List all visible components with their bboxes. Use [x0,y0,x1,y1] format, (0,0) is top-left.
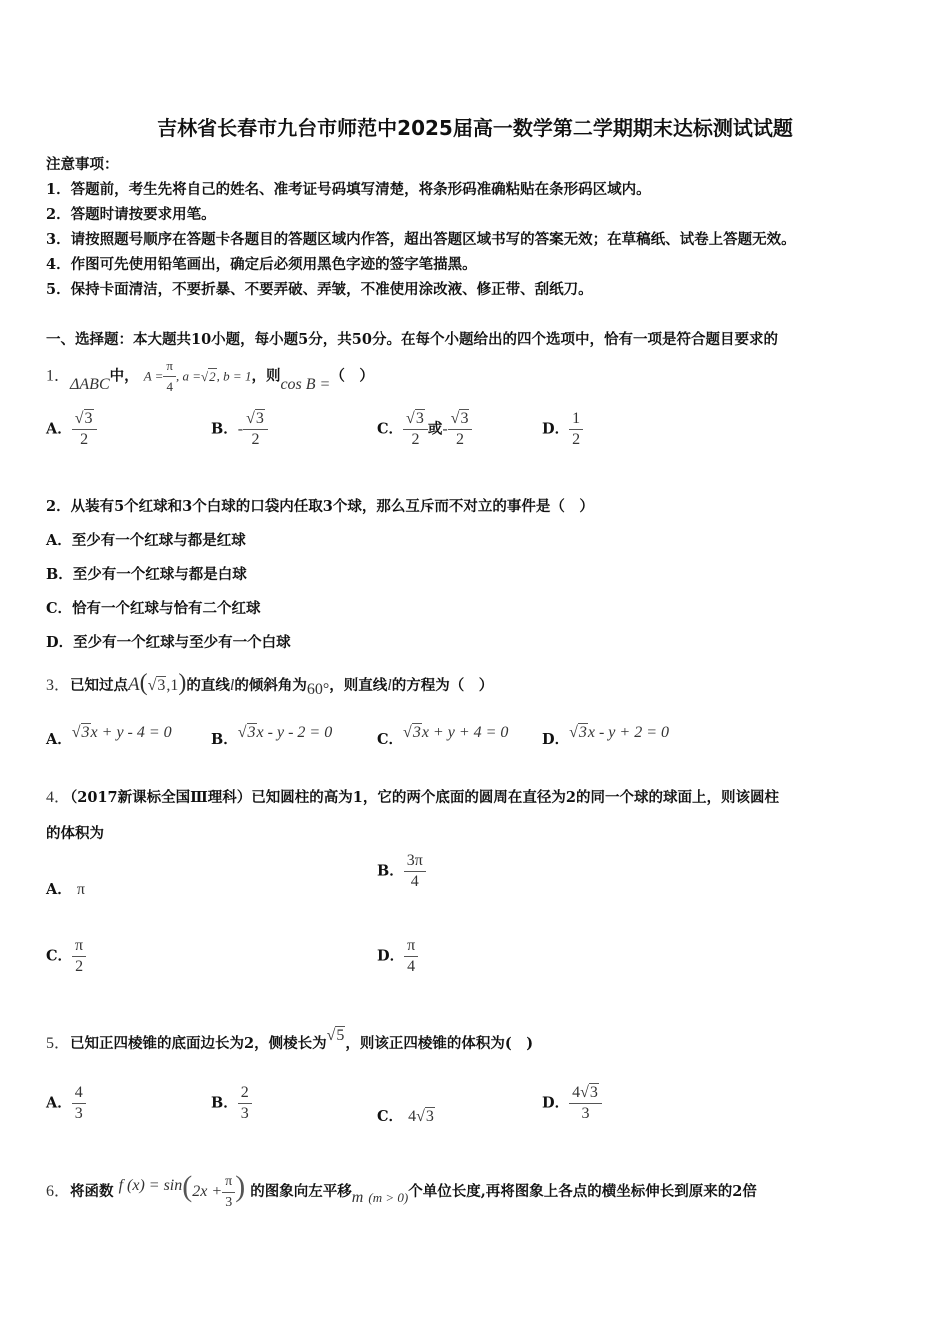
question-1-stem: 1．ΔABC中， A = $\frac{\pi}{4}$ , a =√2, b = 1，则cos B =（ ） [46,358,374,394]
question-3-stem: 3．已知过点A(√3,1)的直线l的倾斜角为60°，则直线l的方程为（ ） [46,670,494,698]
q5-option-d[interactable]: D． $\frac{4√3}{3}$ [542,1084,602,1123]
question-6-stem: 6．将函数 f (x) = sin(2x + $\frac{\pi}{3}$ ) 的图象向左平移m (m > 0)个单位长度,再将图象上各点的横坐标伸长到原来的2倍 [46,1170,757,1210]
q1-option-b[interactable]: B．- $\frac{√3}{2}$ [211,410,268,449]
q4-option-d[interactable]: D． $\frac{\pi}{4}$ [377,937,418,976]
section-heading: 一、选择题：本大题共10小题，每小题5分，共50分。在每个小题给出的四个选项中，恰有一项是符合题目要求的 [46,331,778,348]
notice-item-2: 2．答题时请按要求用笔。 [46,206,216,223]
question-5-stem: 5．已知正四棱锥的底面边长为2，侧棱长为√5，则该正四棱锥的体积为( ) [46,1027,534,1052]
q3-option-b[interactable]: B．√3x - y - 2 = 0 [211,724,333,748]
q4-option-a[interactable]: A． π [46,881,85,898]
q5-option-c[interactable]: C． 4√3 [377,1108,434,1125]
notice-heading: 注意事项： [46,156,119,173]
q3-option-c[interactable]: C．√3x + y + 4 = 0 [377,724,509,748]
q3-option-a[interactable]: A．√3x + y - 4 = 0 [46,724,172,748]
q4-option-b[interactable]: B． $\frac{3\pi}{4}$ [377,852,426,891]
notice-item-1: 1．答题前，考生先将自己的姓名、准考证号码填写清楚，将条形码准确粘贴在条形码区域内。 [46,181,651,198]
q5-option-a[interactable]: A． $\frac{4}{3}$ [46,1084,86,1123]
q1-option-d[interactable]: D． $\frac{1}{2}$ [542,410,583,449]
question-4-stem-line2: 的体积为 [46,825,104,842]
notice-item-3: 3．请按照题号顺序在答题卡各题目的答题区域内作答，超出答题区域书写的答案无效；在草稿纸、试卷上答题无效。 [46,231,796,248]
notice-item-4: 4．作图可先使用铅笔画出，确定后必须用黑色字迹的签字笔描黑。 [46,256,477,273]
q1-option-c[interactable]: C． $\frac{√3}{2}$ 或- $\frac{√3}{2}$ [377,410,472,449]
q1-option-a[interactable]: A． $\frac{√3}{2}$ [46,410,97,449]
q4-option-c[interactable]: C． $\frac{\pi}{2}$ [46,937,86,976]
q2-option-a[interactable]: A．至少有一个红球与都是红球 [46,532,246,549]
q2-option-c[interactable]: C．恰有一个红球与恰有二个红球 [46,600,261,617]
question-4-stem-line1: 4．（2017新课标全国Ⅲ理科）已知圆柱的高为1，它的两个底面的圆周在直径为2的同一个球的球面上，则该圆柱 [46,789,779,806]
q5-option-b[interactable]: B． $\frac{2}{3}$ [211,1084,252,1123]
notice-item-5: 5．保持卡面清洁，不要折暴、不要弄破、弄皱，不准使用涂改液、修正带、刮纸刀。 [46,281,593,298]
question-2-stem: 2．从装有5个红球和3个白球的口袋内任取3个球，那么互斥而不对立的事件是（ ） [46,498,594,515]
q3-option-d[interactable]: D．√3x - y + 2 = 0 [542,724,669,748]
q2-option-b[interactable]: B．至少有一个红球与都是白球 [46,566,247,583]
q2-option-d[interactable]: D．至少有一个红球与至少有一个白球 [46,634,291,651]
page-title: 吉林省长春市九台市师范中2025届高一数学第二学期期末达标测试试题 [157,116,793,140]
